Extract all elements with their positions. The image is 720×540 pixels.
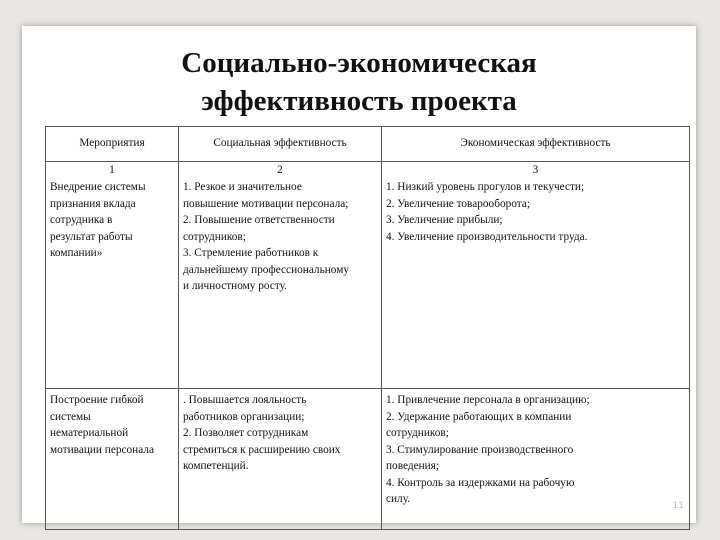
economic-cell <box>382 389 690 530</box>
cell-line: результат работы <box>50 230 133 243</box>
cell-line: силу. <box>386 493 411 505</box>
cell-line: нематериальной <box>50 427 129 439</box>
cell-line: 2. Позволяет сотрудникам <box>183 427 309 439</box>
title-line-1: Социально-экономическая <box>181 47 537 79</box>
cell-line: 2. Удержание работающих в компании <box>386 410 572 423</box>
cell-line: 1. Низкий уровень прогулов и текучести; <box>386 181 585 193</box>
column-number-row <box>46 161 690 178</box>
header-social: Социальная эффективность <box>179 127 382 162</box>
cell-line: Построение гибкой <box>50 394 144 406</box>
cell-line: 2. Увеличение товарооборота; <box>386 197 530 210</box>
table-row <box>46 178 690 389</box>
cell-line: дальнейшему профессиональному <box>183 263 349 276</box>
column-number: 1 <box>46 161 179 178</box>
slide <box>22 26 696 523</box>
column-number: 3 <box>382 161 690 178</box>
event-cell <box>46 389 179 530</box>
cell-line: 3. Увеличение прибыли; <box>386 214 503 226</box>
cell-line: 2. Повышение ответственности <box>183 214 335 226</box>
social-cell <box>179 389 382 530</box>
event-cell <box>46 178 179 389</box>
header-economic: Экономическая эффективность <box>382 127 690 162</box>
cell-line: 1. Привлечение персонала в организацию; <box>386 394 590 406</box>
table-header-row <box>46 127 690 162</box>
cell-line: 4. Увеличение производительности труда. <box>386 230 588 243</box>
cell-line: сотрудников; <box>386 427 449 439</box>
title-line-2: эффективность проекта <box>201 85 517 117</box>
cell-line: сотрудников; <box>183 230 246 243</box>
page-number: 11 <box>672 501 684 511</box>
cell-line: 3. Стимулирование производственного <box>386 443 574 456</box>
cell-line: повышение мотивации персонала; <box>183 197 349 210</box>
cell-line: поведения; <box>386 460 440 472</box>
table-row <box>46 389 690 530</box>
cell-line: мотивации персонала <box>50 443 154 456</box>
slide-title <box>22 44 696 120</box>
cell-line: компетенций. <box>183 460 249 472</box>
social-cell <box>179 178 382 389</box>
cell-line: признания вклада <box>50 197 136 210</box>
cell-line: стремиться к расширению своих <box>183 443 341 456</box>
cell-line: 3. Стремление работников к <box>183 247 319 259</box>
efficiency-table <box>45 126 690 530</box>
cell-line: 1. Резкое и значительное <box>183 181 302 193</box>
cell-line: и личностному росту. <box>183 280 287 292</box>
cell-line: . Повышается лояльность <box>183 394 307 406</box>
header-events: Мероприятия <box>46 127 179 162</box>
cell-line: системы <box>50 410 91 423</box>
cell-line: работников организации; <box>183 410 305 423</box>
cell-line: сотрудника в <box>50 214 113 226</box>
cell-line: Внедрение системы <box>50 181 146 193</box>
column-number: 2 <box>179 161 382 178</box>
cell-line: компании» <box>50 247 103 259</box>
cell-line: 4. Контроль за издержками на рабочую <box>386 476 575 489</box>
economic-cell <box>382 178 690 389</box>
